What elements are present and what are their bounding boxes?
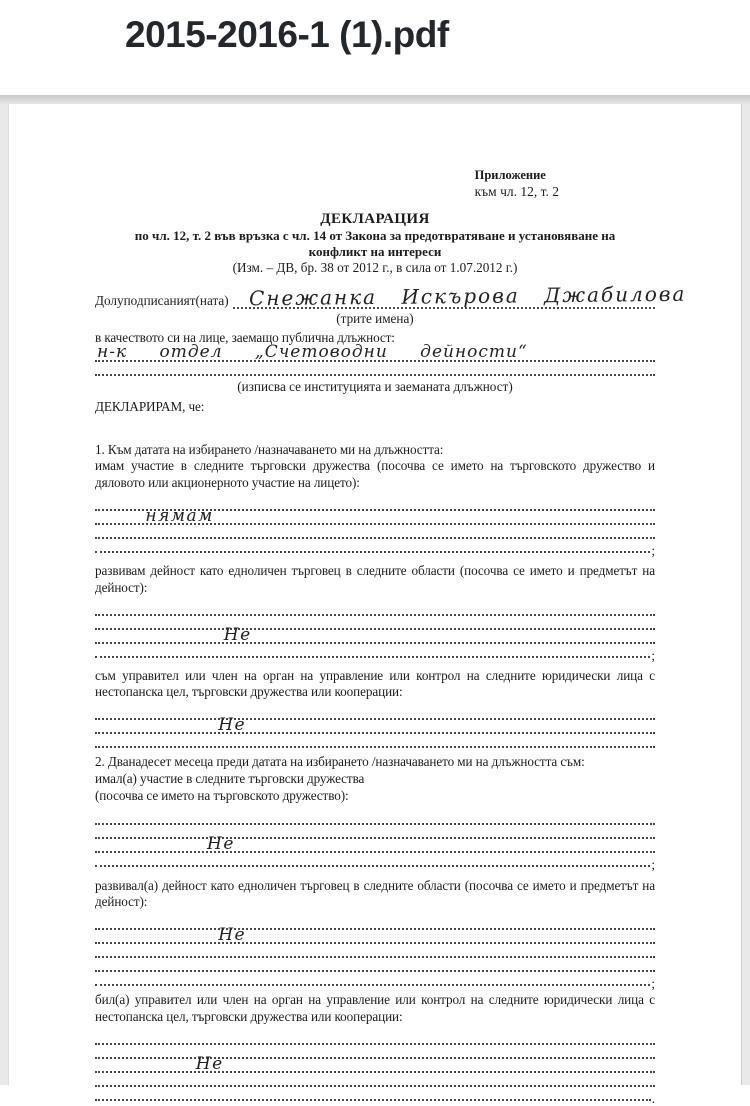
pdf-filename: 2015-2016-1 (1).pdf (125, 14, 449, 55)
line-terminator: ; (651, 856, 655, 872)
handwritten-position: н-к отдел „Счетоводни дейности“ (97, 341, 528, 362)
section2b-answer-lines (95, 916, 655, 992)
section1b-paragraph: развивам дейност като едноличен търговец в следните области (посочва се името и предметът на дейност): (95, 562, 655, 595)
declaration-amendment-note: (Изм. – ДВ, бр. 38 от 2012 г., в сила от 1.07.2012 г.) (232, 260, 518, 275)
section1b-answer-lines (95, 602, 655, 663)
title-block (95, 210, 655, 276)
dotted-line (95, 944, 655, 958)
dotted-line (95, 1031, 655, 1045)
undersigned-label: Долуподписаният(ната) (95, 293, 229, 308)
dotted-line (95, 505, 655, 526)
dotted-line (95, 811, 655, 825)
dot-leader (95, 644, 650, 658)
dot-leader (95, 972, 650, 986)
handwritten-answer: Не (207, 833, 235, 854)
section2b-paragraph: развивал(а) дейност като едноличен търговец в следните области (посочва се името и предметът на дейност): (95, 877, 655, 910)
dotted-line (95, 1087, 655, 1106)
handwritten-answer: Не (218, 925, 247, 946)
section1-paragraph: имам участие в следните търговски дружества (посочва се името на търговското дружество и дяловото или акционерното участие на лицето): (95, 458, 655, 491)
institution-caption: (изписва се институцията и заеманата длъжност) (237, 378, 513, 394)
section1c-paragraph: съм управител или член на орган на управление или контрол на следните юридически лица с нестопанска цел, търговски дружества или кооперации: (95, 667, 655, 700)
handwritten-answer: нямам (145, 505, 214, 526)
dotted-line (95, 362, 655, 376)
handwritten-answer: Не (218, 715, 247, 736)
viewer-header (0, 0, 750, 95)
section2-paragraph2: (посочва се името на търговското дружество): (95, 787, 349, 803)
dotted-line (95, 916, 655, 930)
dotted-line (95, 1045, 655, 1059)
annotation-reference: към чл. 12, т. 2 (474, 184, 559, 199)
dotted-line (95, 602, 655, 616)
section2-paragraph: имал(а) участие в следните търговски дружества (95, 770, 365, 786)
dot-leader (95, 539, 650, 553)
dotted-line (95, 616, 655, 630)
section1-heading: 1. Към датата на избирането /назначаването ми на длъжността: (95, 441, 444, 457)
section2-heading: 2. Дванадесет месеца преди датата на избирането /назначаването ми на длъжността съм: (95, 754, 585, 770)
dotted-line (95, 706, 655, 720)
section2c-answer-lines (95, 1031, 655, 1106)
section2-answer-lines (95, 811, 655, 872)
declare-heading: ДЕКЛАРИРАМ, че: (95, 398, 205, 414)
dotted-line (95, 715, 655, 736)
dot-leader (95, 1087, 651, 1101)
undersigned-row (95, 281, 687, 311)
dotted-line (95, 972, 655, 992)
three-names-caption: (трите имена) (336, 311, 414, 326)
document-page (8, 104, 742, 1106)
annotation-label: Приложение (474, 168, 546, 182)
annotation-block (475, 168, 559, 200)
position-field (95, 341, 655, 362)
section1c-answer-lines (95, 706, 655, 748)
handwritten-name: Снежанка Искърова Джабилова (248, 281, 687, 311)
section1-answer-lines (95, 497, 655, 558)
declaration-subtitle-line1: по чл. 12, т. 2 във връзка с чл. 14 от Закона за предотвратяване и установяване на (134, 228, 616, 243)
handwritten-answer: Не (223, 624, 252, 645)
dotted-line (95, 1053, 655, 1074)
capacity-line: в качеството си на лице, заемащо публична длъжност: (95, 330, 395, 345)
header-divider (0, 95, 750, 104)
dot-leader (95, 853, 650, 867)
handwritten-answer: Не (195, 1053, 224, 1074)
dotted-line (95, 825, 655, 839)
line-terminator: ; (651, 647, 655, 663)
dotted-line (95, 958, 655, 972)
dotted-line (95, 833, 655, 854)
dotted-line (95, 624, 655, 645)
declaration-title: ДЕКЛАРАЦИЯ (320, 211, 430, 227)
section2c-paragraph: бил(а) управител или член на орган на управление или контрол на следните юридически лица с нестопанска цел, търговски дружества или кооперации: (95, 992, 655, 1024)
dotted-line (95, 525, 655, 539)
line-terminator: . (651, 1090, 655, 1106)
dotted-line (95, 644, 655, 663)
line-terminator: ; (651, 542, 655, 558)
page-backdrop (0, 104, 750, 1106)
line-terminator: ; (651, 976, 655, 992)
declaration-subtitle-line2: конфликт на интереси (308, 244, 442, 259)
dotted-line (95, 734, 655, 748)
dotted-line (95, 925, 655, 946)
dotted-line (95, 853, 655, 872)
name-field (233, 281, 687, 311)
dotted-line (95, 539, 655, 558)
